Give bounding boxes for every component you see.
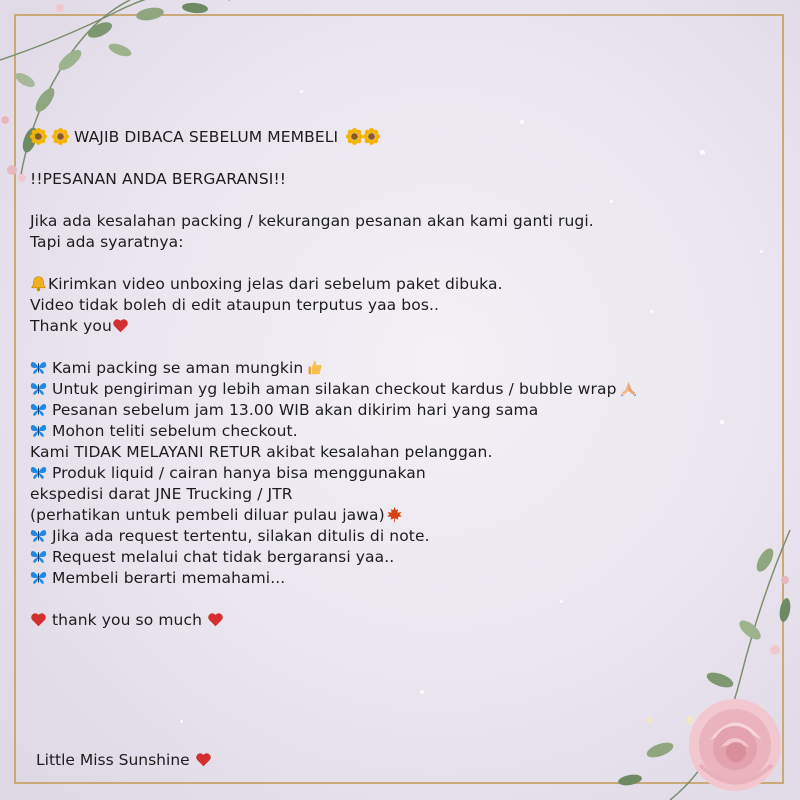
sunflower-icon (363, 128, 380, 145)
sunflower-icon (30, 128, 47, 145)
sunflower-icon (346, 128, 363, 145)
rule-item: Untuk pengiriman yg lebih aman silakan checkout kardus / bubble wrap (30, 379, 750, 400)
butterfly-icon (30, 422, 47, 439)
butterfly-icon (30, 380, 47, 397)
bell-icon (30, 275, 47, 292)
heart-icon (30, 611, 47, 628)
heart-icon (207, 611, 224, 628)
rule-item: Request melalui chat tidak bergaransi yaa.. (30, 547, 750, 568)
sunflower-icon (52, 128, 69, 145)
rule-item: Produk liquid / cairan hanya bisa menggunakan (30, 463, 750, 484)
page-title: WAJIB DIBACA SEBELUM MEMBELI (74, 128, 339, 146)
announcement-text (30, 127, 750, 631)
maple-leaf-icon (386, 506, 403, 523)
signature (36, 751, 212, 769)
rule-item: (perhatikan untuk pembeli diluar pulau jawa) (30, 505, 750, 526)
guarantee-line: !!PESANAN ANDA BERGARANSI!! (30, 170, 287, 188)
requirement-line: Kirimkan video unboxing jelas dari sebelum paket dibuka. (30, 274, 750, 295)
rule-item: Pesanan sebelum jam 13.00 WIB akan dikirim hari yang sama (30, 400, 750, 421)
rose-icon (689, 699, 781, 791)
heart-icon (195, 751, 212, 768)
intro-line: Tapi ada syaratnya: (30, 233, 184, 251)
heart-icon (112, 317, 129, 334)
rule-item: Kami TIDAK MELAYANI RETUR akibat kesalahan pelanggan. (30, 443, 493, 461)
butterfly-icon (30, 464, 47, 481)
butterfly-icon (30, 401, 47, 418)
rule-item: ekspedisi darat JNE Trucking / JTR (30, 485, 293, 503)
intro-line: Jika ada kesalahan packing / kekurangan pesanan akan kami ganti rugi. (30, 212, 594, 230)
title-line (30, 127, 750, 148)
signature-text: Little Miss Sunshine (36, 751, 190, 769)
requirement-line: Thank you (30, 316, 750, 337)
rule-item: Jika ada request tertentu, silakan ditulis di note. (30, 526, 750, 547)
butterfly-icon (30, 527, 47, 544)
butterfly-icon (30, 569, 47, 586)
rule-item: Kami packing se aman mungkin (30, 358, 750, 379)
butterfly-icon (30, 548, 47, 565)
rule-item: Mohon teliti sebelum checkout. (30, 421, 750, 442)
requirement-line: Video tidak boleh di edit ataupun terputus yaa bos.. (30, 296, 440, 314)
thumbs-up-icon (306, 359, 323, 376)
closing-line: thank you so much (30, 610, 750, 631)
rule-item: Membeli berarti memahami... (30, 568, 750, 589)
praying-hands-icon (620, 380, 637, 397)
butterfly-icon (30, 359, 47, 376)
